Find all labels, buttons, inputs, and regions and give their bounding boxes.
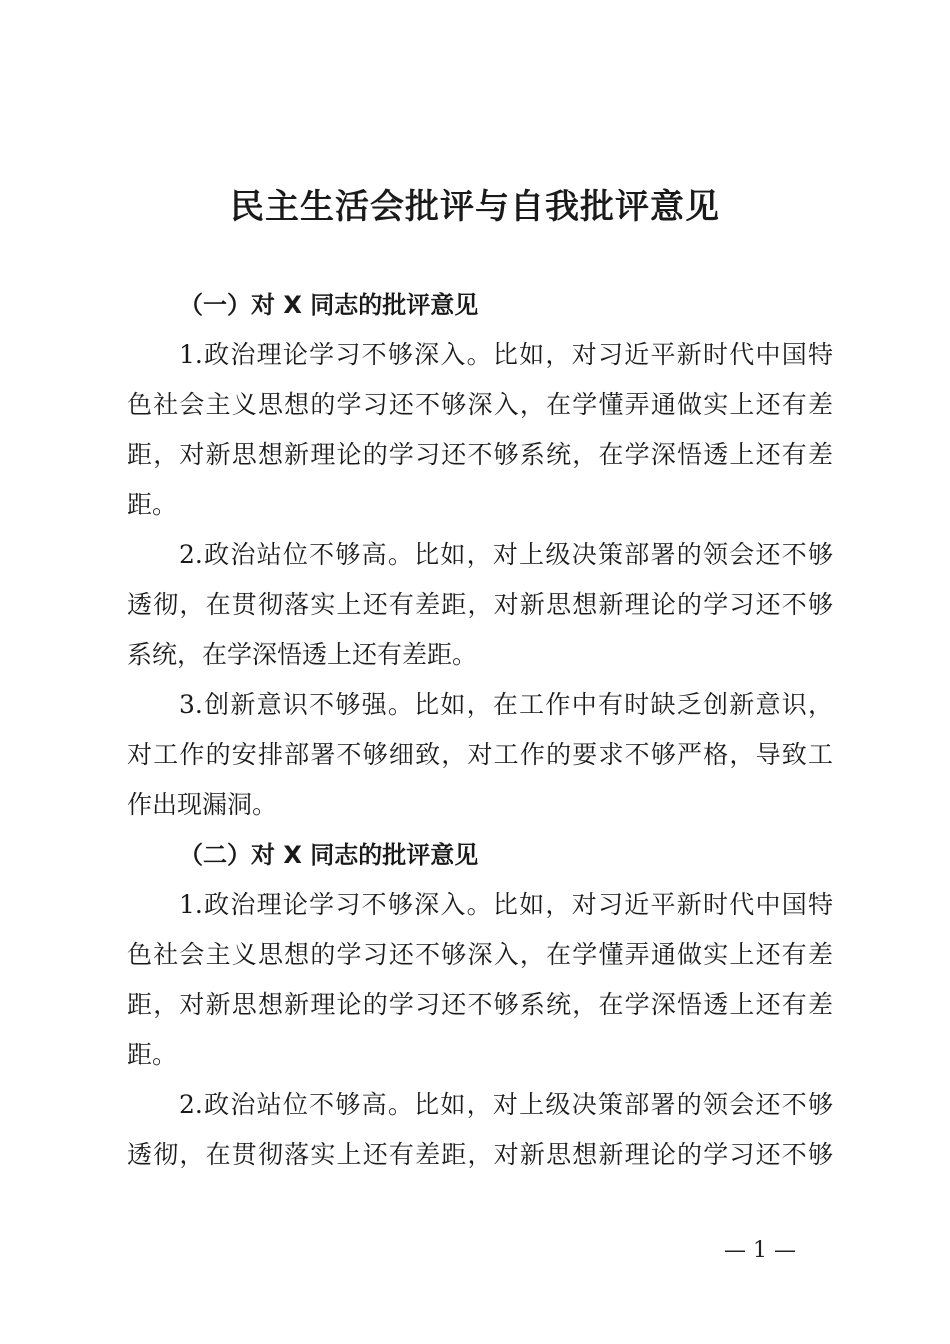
paragraph-line: 作出现漏洞。 [127, 790, 278, 819]
section-1-paragraph-2 [127, 530, 833, 680]
document-body [127, 280, 833, 1180]
section-2-paragraph-2 [127, 1080, 833, 1180]
paragraph-line: 3.创新意识不够强。比如，在工作中有时缺乏创新意识， [179, 690, 833, 719]
document-title: 民主生活会批评与自我批评意见 [230, 187, 720, 227]
section-heading-2: （二）对 X 同志的批评意见 [179, 841, 479, 869]
paragraph-line: 距。 [127, 490, 178, 519]
paragraph-line: 透彻，在贯彻落实上还有差距，对新思想新理论的学习还不够 [127, 1140, 833, 1169]
paragraph-line: 2.政治站位不够高。比如，对上级决策部署的领会还不够 [179, 540, 833, 569]
section-heading-1: （一）对 X 同志的批评意见 [179, 291, 479, 319]
page-number: — 1 — [724, 1238, 796, 1263]
paragraph-line: 距。 [127, 1040, 178, 1069]
section-1-paragraph-1 [127, 330, 833, 530]
paragraph-line: 1.政治理论学习不够深入。比如，对习近平新时代中国特 [179, 340, 833, 369]
paragraph-line: 距，对新思想新理论的学习还不够系统，在学深悟透上还有差 [127, 990, 833, 1019]
paragraph-line: 系统，在学深悟透上还有差距。 [127, 640, 478, 669]
paragraph-line: 距，对新思想新理论的学习还不够系统，在学深悟透上还有差 [127, 440, 833, 469]
paragraph-line: 透彻，在贯彻落实上还有差距，对新思想新理论的学习还不够 [127, 590, 833, 619]
paragraph-line: 色社会主义思想的学习还不够深入，在学懂弄通做实上还有差 [127, 390, 833, 419]
section-1-paragraph-3 [127, 680, 833, 830]
paragraph-line: 2.政治站位不够高。比如，对上级决策部署的领会还不够 [179, 1090, 833, 1119]
paragraph-line: 色社会主义思想的学习还不够深入，在学懂弄通做实上还有差 [127, 940, 833, 969]
paragraph-line: 对工作的安排部署不够细致，对工作的要求不够严格，导致工 [127, 740, 833, 769]
section-2-paragraph-1 [127, 880, 833, 1080]
paragraph-line: 1.政治理论学习不够深入。比如，对习近平新时代中国特 [179, 890, 833, 919]
